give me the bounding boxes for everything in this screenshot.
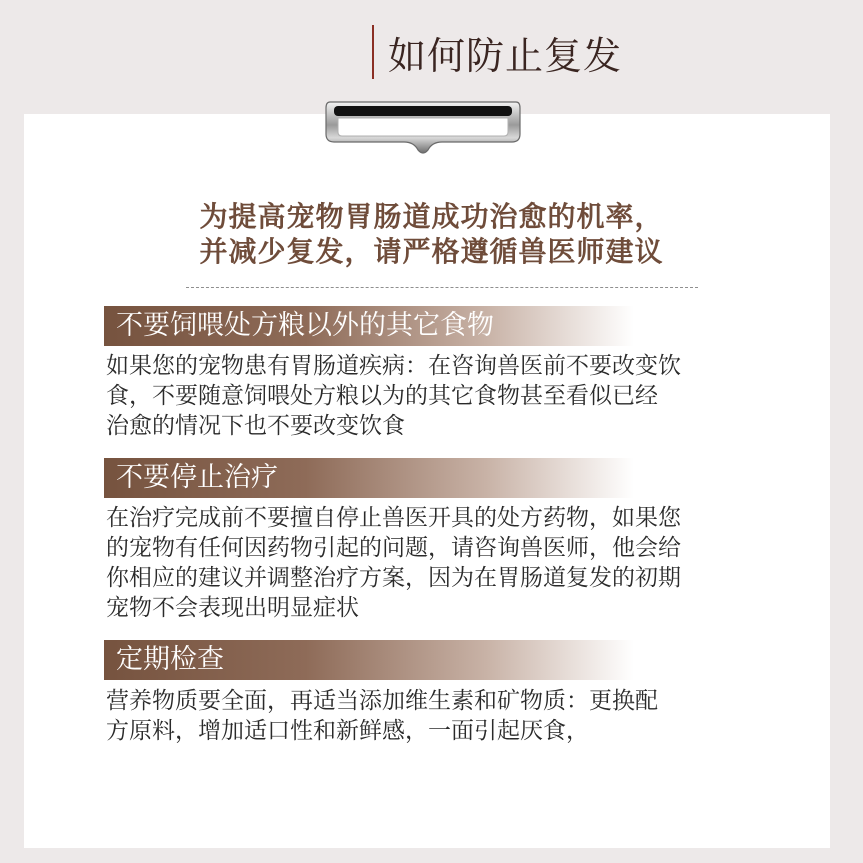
body-line: 的宠物有任何因药物引起的问题，请咨询兽医师，他会给 <box>106 535 681 561</box>
section-body-2 <box>106 503 776 623</box>
section-body-1 <box>106 351 776 441</box>
subtitle-line-1: 为提高宠物胃肠道成功治愈的机率， <box>199 200 664 233</box>
page-title-block <box>372 24 622 80</box>
body-line: 食，不要随意饲喂处方粮以为的其它食物甚至看似已经 <box>106 383 658 409</box>
body-line: 宠物不会表现出明显症状 <box>106 595 359 621</box>
clipboard-clip-icon <box>324 98 522 156</box>
title-accent-bar <box>372 25 374 79</box>
section-heading-3: 定期检查 <box>104 640 634 680</box>
section-heading-1: 不要饲喂处方粮以外的其它食物 <box>104 306 634 346</box>
body-line: 治愈的情况下也不要改变饮食 <box>106 413 405 439</box>
body-line: 你相应的建议并调整治疗方案，因为在胃肠道复发的初期 <box>106 565 681 591</box>
dashed-divider <box>186 287 698 288</box>
body-line: 营养物质要全面，再适当添加维生素和矿物质：更换配 <box>106 688 658 714</box>
section-body-3 <box>106 686 776 746</box>
body-line: 方原料，增加适口性和新鲜感，一面引起厌食， <box>106 718 589 744</box>
body-line: 在治疗完成前不要擅自停止兽医开具的处方药物，如果您 <box>106 505 681 531</box>
subtitle-line-2: 并减少复发，请严格遵循兽医师建议 <box>199 235 664 268</box>
page-title: 如何防止复发 <box>388 33 623 78</box>
body-line: 如果您的宠物患有胃肠道疾病：在咨询兽医前不要改变饮 <box>106 353 681 379</box>
section-heading-2: 不要停止治疗 <box>104 458 634 498</box>
